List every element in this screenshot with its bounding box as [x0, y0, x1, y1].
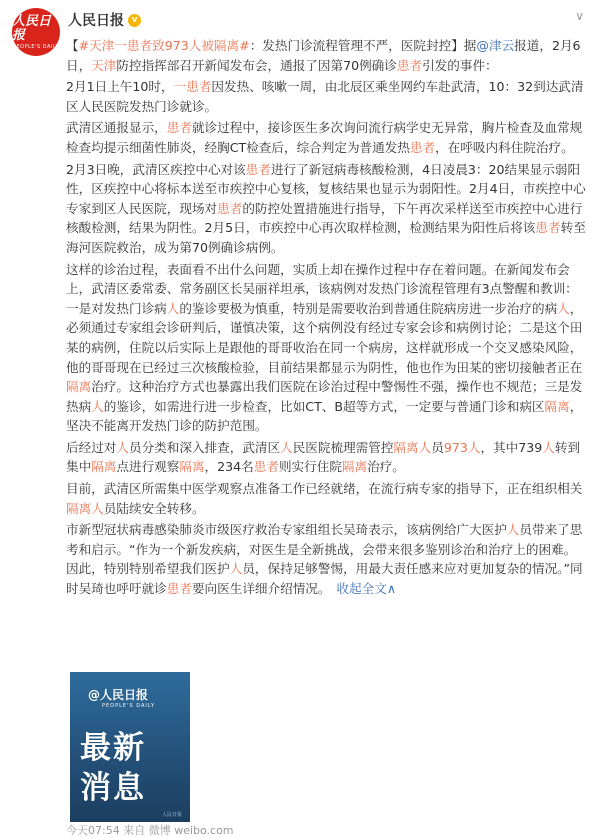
keyword-highlight: 人	[506, 522, 520, 538]
post-headline	[66, 36, 586, 75]
keyword-highlight: 人	[116, 439, 129, 455]
text-segment: 目前，武清区所需集中医学观察点准备工作已经就绪，在流行病专家的指导下，正在组织相关	[66, 481, 583, 497]
keyword-highlight: 隔离	[179, 459, 205, 475]
text-segment: 员，保持足够警惕，用最大责任感来应对更加复杂的情况。”同时吴琦也呼吁就诊	[66, 561, 583, 597]
keyword-highlight: 患者	[253, 459, 279, 475]
text-segment: ，其中739	[480, 439, 543, 455]
text-segment: 民医院梳理需管控	[292, 439, 394, 455]
keyword-highlight: 人	[280, 439, 293, 455]
text-segment: 引发的事件：	[422, 57, 498, 73]
keyword-highlight: 人	[166, 300, 180, 316]
paragraph-8	[66, 522, 583, 596]
text-segment: 治疗。	[367, 459, 405, 475]
news-card-image[interactable]	[70, 672, 190, 822]
paragraph-2	[66, 77, 586, 116]
collapse-link[interactable]	[336, 581, 396, 596]
card-title-line1: 最新	[80, 730, 146, 766]
hashtag-link[interactable]: #天津一患者致973人被隔离#	[78, 38, 250, 53]
text-segment: 转到集中	[66, 439, 581, 475]
keyword-highlight: 患者	[409, 139, 436, 155]
paragraph-6	[66, 438, 586, 477]
text-segment: ，在呼吸内科住院治疗。	[435, 139, 574, 155]
account-name[interactable]: 人民日报	[68, 13, 124, 29]
chevron-up-icon: ∧	[386, 581, 397, 597]
text-segment: 后经过对	[66, 439, 117, 455]
text-segment: 员分类和深入排查，武清区	[128, 439, 281, 455]
text-segment: 防控指挥部召开新闻发布会，通报了因第70例确诊	[116, 57, 397, 73]
text-segment: 员	[431, 439, 444, 455]
text-segment: 因发热、咳嗽一周，由北辰区乘坐网约车赴武清，10：32到达武清区人民医院发热门诊就诊。	[66, 79, 584, 114]
post-content	[66, 36, 586, 599]
headline-tail: 报道，	[514, 38, 552, 53]
bracket-open: 【	[66, 38, 79, 53]
text-segment: 则实行住院	[278, 459, 342, 475]
keyword-highlight: 973人	[443, 439, 481, 455]
text-segment: 2月3日晚，武清区疾控中心对该	[66, 161, 246, 177]
keyword-highlight: 人	[91, 398, 104, 414]
paragraph-8-wrap	[66, 520, 586, 598]
text-segment: ，坚决不能离开发热门诊的防护范围。	[66, 398, 583, 434]
avatar[interactable]	[12, 8, 60, 56]
paragraph-7	[66, 479, 586, 518]
text-segment: 武清区通报显示，	[66, 120, 167, 136]
keyword-highlight: 人	[557, 300, 570, 316]
text-segment: 转至海河医院救治，成为第70例确诊病例。	[66, 220, 586, 255]
keyword-highlight: 人	[229, 561, 243, 577]
keyword-highlight: 患者	[166, 581, 192, 597]
text-segment: 员带来了思考和启示。“作为一个新发疾病，对医生是全新挑战，会带来很多鉴别诊治和治疗上的困难。因此，特别特别希望我们医护	[66, 522, 583, 577]
paragraph-4	[66, 160, 586, 258]
avatar-sub: PEOPLE'S DAILY	[12, 43, 60, 50]
collapse-label: 收起全文	[336, 581, 387, 597]
keyword-highlight: 隔离	[341, 459, 368, 475]
text-segment: 要向医生详细介绍情况。	[191, 581, 331, 597]
paragraph-3	[66, 118, 586, 157]
card-brand-text: @人民日报	[88, 688, 149, 702]
text-segment: 这样的诊治过程，表面看不出什么问题，实质上却在操作过程中存在着问题。在新闻发布会上，武清区委常委、常务副区长吴丽祥坦承，该病例对发热门诊流程管理有3点警醒和教训：一是对发热门诊病	[66, 261, 578, 316]
keyword-highlight: 一患者	[173, 79, 212, 95]
keyword-highlight: 隔离	[91, 459, 117, 475]
text-segment: 点进行观察	[116, 459, 180, 475]
card-footer: 人民日报	[161, 812, 182, 818]
text-segment: 的鉴诊，如需进行进一步检查，比如CT、B超等方式，一定要与普通门诊和病区	[103, 398, 545, 414]
keyword-highlight: 隔离人	[393, 439, 432, 455]
keyword-highlight: 患者	[217, 200, 243, 216]
card-brand	[88, 686, 155, 709]
keyword-highlight: 人	[542, 439, 555, 455]
paragraph-5	[66, 260, 586, 436]
card-brand-sub: PEOPLE'S DAILY	[102, 703, 156, 709]
account-header	[68, 10, 141, 30]
mention-link[interactable]: @津云	[476, 38, 515, 53]
keyword-highlight: 隔离	[66, 379, 92, 395]
keyword-highlight: 天津	[91, 57, 117, 73]
verified-icon: v	[128, 14, 141, 27]
keyword-highlight: 患者	[245, 161, 271, 177]
text-segment: 2月1日上午10时，	[66, 79, 174, 95]
text-segment: ，234名	[204, 459, 254, 475]
keyword-highlight: 患者	[166, 120, 192, 136]
text-segment: 的鉴诊要极为慎重，特别是需要收治到普通住院病房进一步治疗的病	[179, 300, 558, 316]
card-title-line2: 消息	[80, 770, 146, 806]
text-segment: 进行了新冠病毒核酸检测，4日凌晨3：20结果显示弱阳性，区疾控中心将标本送至市疾控中心复核，复核结果也显示为弱阳性。2月4日，市疾控中心专家到区人民医院，现场对	[66, 161, 586, 216]
post-meta: 今天07:54 来自 微博 weibo.com	[66, 824, 234, 837]
chevron-down-icon[interactable]: ∨	[575, 9, 584, 23]
keyword-highlight: 患者	[396, 57, 423, 73]
keyword-highlight: 隔离人	[66, 500, 104, 516]
keyword-highlight: 患者	[535, 220, 561, 236]
text-segment: 就诊过程中，接诊医生多次询问流行病学史无异常，胸片检查及血常规检查均提示细菌性肺炎，经胸CT检查后，综合判定为普通发热	[66, 120, 583, 155]
text-segment: 的防控处置措施进行指导，下午再次采样送至市疾控中心进行核酸检测，结果为阴性。2月5日，市疾控中心再次取样检测，检测结果为阳性后将该	[66, 200, 583, 236]
avatar-logo: 人民日报	[12, 13, 52, 43]
text-segment: 2月6日，	[66, 38, 581, 73]
text-segment: ，必须通过专家组会诊研判后，谨慎决策，这个病例没有经过专家会诊和病例讨论；二是这个田某的病例，住院以后实际上是跟他的哥哥收治在同一个病房，这样就形成一个交叉感染风险，他的哥哥现在已经过三次核酸检验，目前结果都显示为阴性，他也作为田某的密切接触者正在	[66, 300, 583, 375]
text-segment: 治疗。这种治疗方式也暴露出我们医院在诊治过程中警惕性不强，操作也不规范；三是发热病	[66, 379, 583, 414]
text-segment: 员陆续安全转移。	[103, 500, 205, 516]
headline-text: ：发热门诊流程管理不严，医院封控】据	[249, 38, 477, 53]
keyword-highlight: 隔离	[544, 398, 570, 414]
text-segment: 市新型冠状病毒感染肺炎市级医疗救治专家组组长吴琦表示，该病例给广大医护	[66, 522, 507, 538]
